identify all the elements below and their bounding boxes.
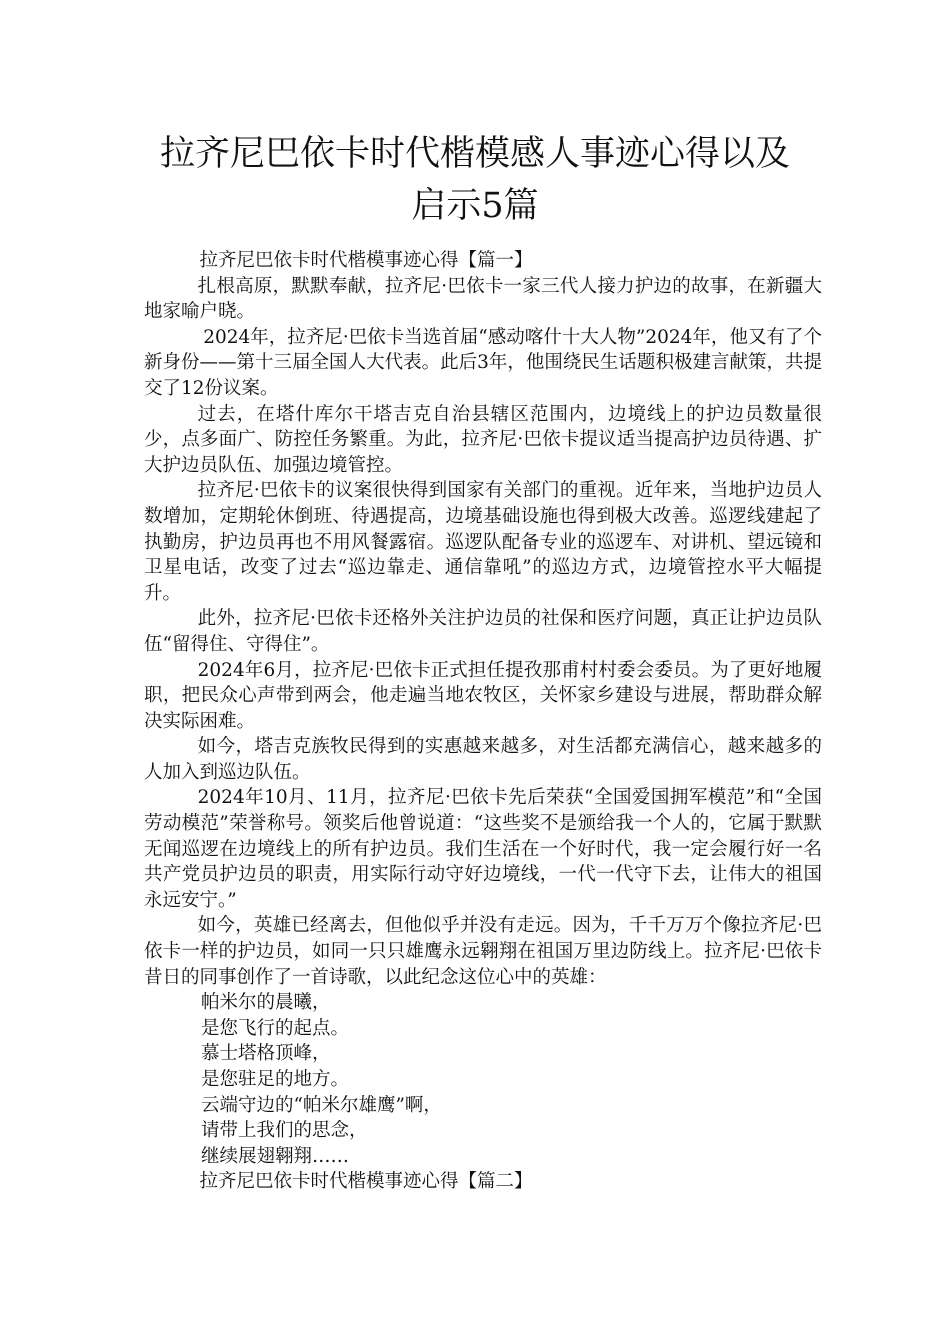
document-title (120, 128, 830, 232)
poem-line: 是您飞行的起点。 (201, 1017, 350, 1039)
title-line-1: 拉齐尼巴依卡时代楷模感人事迹心得以及 (159, 134, 790, 174)
paragraph: 如今，塔吉克族牧民得到的实惠越来越多，对生活都充满信心，越来越多的人加入到巡边队伍。 (144, 736, 822, 783)
poem-line: 云端守边的“帕米尔雄鹰”啊， (201, 1094, 442, 1116)
paragraph: 此外，拉齐尼·巴依卡还格外关注护边员的社保和医疗问题，真正让护边员队伍“留得住、守得住”。 (144, 608, 822, 655)
paragraph: 如今，英雄已经离去，但他似乎并没有走远。因为，千千万万个像拉齐尼·巴依卡一样的护边员，如同一只只雄鹰永远翱翔在祖国万里边防线上。拉齐尼·巴依卡昔日的同事创作了一首诗歌，以此纪念这位心中的英雄： (144, 915, 822, 988)
poem-line: 慕士塔格顶峰， (201, 1043, 331, 1065)
document-body (144, 248, 822, 1195)
paragraph: 2024年6月，拉齐尼·巴依卡正式担任提孜那甫村村委会委员。为了更好地履职，把民众心声带到两会，他走遍当地农牧区，关怀家乡建设与进展，帮助群众解决实际困难。 (144, 659, 822, 732)
paragraph: 2024年10月、11月，拉齐尼·巴依卡先后荣获“全国爱国拥军模范”和“全国劳动模范”荣誉称号。领奖后他曾说道：“这些奖不是颁给我一个人的，它属于默默无闻巡逻在边境线上的所有护边员。我们生活在一个好时代，我一定会履行好一名共产党员护边员的职责，用实际行动守好边境线，一代一代守下去，让伟大的祖国永远安宁。” (144, 787, 822, 911)
paragraph: 过去，在塔什库尔干塔吉克自治县辖区范围内，边境线上的护边员数量很少，点多面广、防控任务繁重。为此，拉齐尼·巴依卡提议适当提高护边员待遇、扩大护边员队伍、加强边境管控。 (144, 403, 822, 476)
title-line-2: 启示5篇 (411, 186, 539, 226)
paragraph: 扎根高原，默默奉献，拉齐尼·巴依卡一家三代人接力护边的故事，在新疆大地家喻户晓。 (144, 275, 822, 323)
poem-line: 继续展翅翱翔…… (201, 1145, 350, 1167)
section-heading-1: 拉齐尼巴依卡时代楷模事迹心得【篇一】 (199, 250, 533, 271)
paragraph: 拉齐尼·巴依卡的议案很快得到国家有关部门的重视。近年来，当地护边员人数增加，定期轮休倒班、待遇提高，边境基础设施也得到极大改善。巡逻线建起了执勤房，护边员再也不用风餐露宿。巡逻队配备专业的巡逻车、对讲机、望远镜和卫星电话，改变了过去“巡边靠走、通信靠吼”的巡边方式，边境管控水平大幅提升。 (144, 480, 822, 604)
poem-line: 是您驻足的地方。 (201, 1069, 350, 1090)
section-heading-2: 拉齐尼巴依卡时代楷模事迹心得【篇二】 (199, 1171, 533, 1193)
paragraph: 2024年，拉齐尼·巴依卡当选首届“感动喀什十大人物”2024年，他又有了个新身份——第十三届全国人大代表。此后3年，他围绕民生话题积极建言献策，共提交了12份议案。 (144, 326, 822, 399)
poem-line: 请带上我们的思念， (201, 1120, 368, 1142)
poem-line: 帕米尔的晨曦， (201, 992, 331, 1014)
